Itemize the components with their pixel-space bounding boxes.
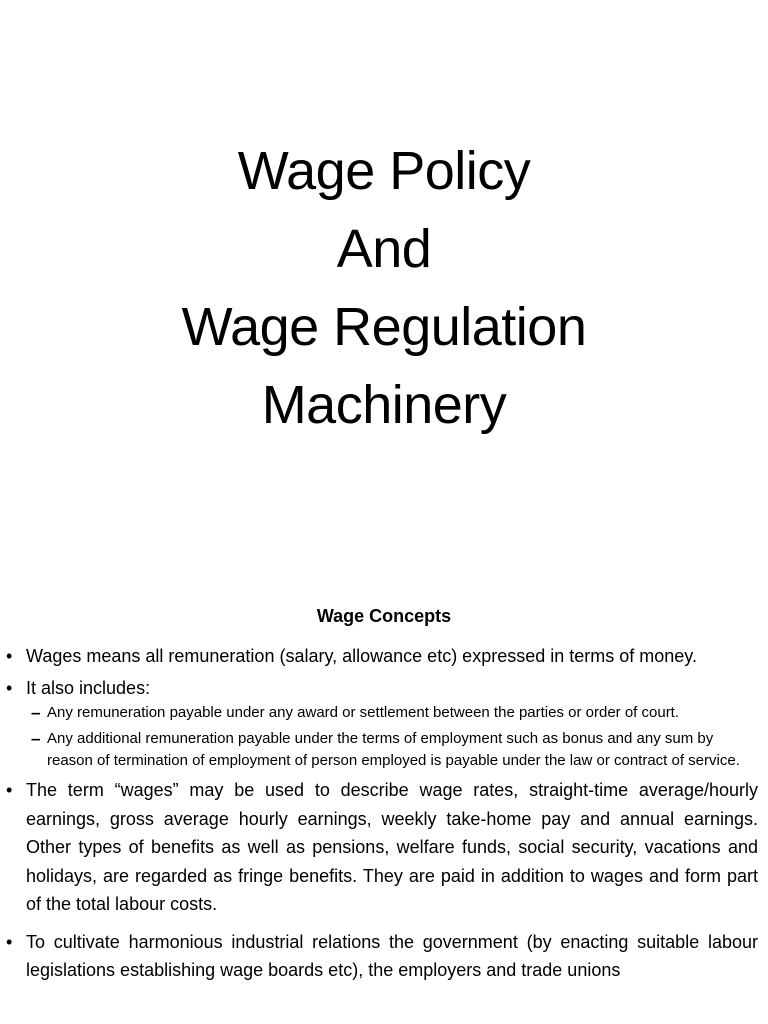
sub-bullet-text: Any remuneration payable under any award or settlement between the parties or order of court. — [47, 704, 680, 721]
sub-list-item — [0, 728, 758, 772]
list-item — [0, 776, 768, 919]
content-slide — [0, 590, 768, 994]
bullet-icon: • — [6, 780, 13, 800]
section-heading: Wage Concepts — [316, 606, 452, 626]
list-item — [0, 928, 768, 985]
title-line: Wage Regulation — [181, 297, 587, 357]
sub-bullet-text: Any additional remuneration payable under the terms of employment such as bonus and any sum by reason of termination of employment of person employed is payable under the law or contract of service. — [47, 730, 740, 769]
bullet-text: Wages means all remuneration (salary, allowance etc) expressed in terms of money. — [26, 646, 697, 666]
bullet-list — [0, 642, 768, 985]
sub-bullet-list — [0, 702, 758, 772]
bullet-icon: • — [6, 646, 13, 666]
bullet-text: To cultivate harmonious industrial relations the government (by enacting suitable labour legislations establishing wage boards etc), the employers and trade unions — [26, 931, 758, 980]
list-item — [0, 642, 768, 670]
bullet-icon: • — [6, 931, 13, 952]
title-line: And — [336, 219, 432, 279]
sub-list-wrapper — [0, 702, 758, 772]
list-item — [0, 674, 768, 772]
bullet-icon: • — [6, 678, 13, 698]
dash-icon: – — [31, 703, 41, 722]
title-line: Machinery — [261, 375, 507, 435]
slide-title — [0, 132, 768, 444]
title-line: Wage Policy — [237, 141, 531, 201]
sub-list-item — [0, 702, 758, 724]
bullet-text: It also includes: — [26, 678, 151, 698]
bullet-text: The term “wages” may be used to describe wage rates, straight-time average/hourly earnings, gross average hourly earnings, weekly take-home pay and annual earnings. Other types of benefits as well as pensions, welfare funds, social security, vacations and holidays, are regarded as fringe benefits. They are paid in addition to wages and form part of the total labour costs. — [26, 780, 758, 914]
dash-icon: – — [31, 729, 41, 748]
